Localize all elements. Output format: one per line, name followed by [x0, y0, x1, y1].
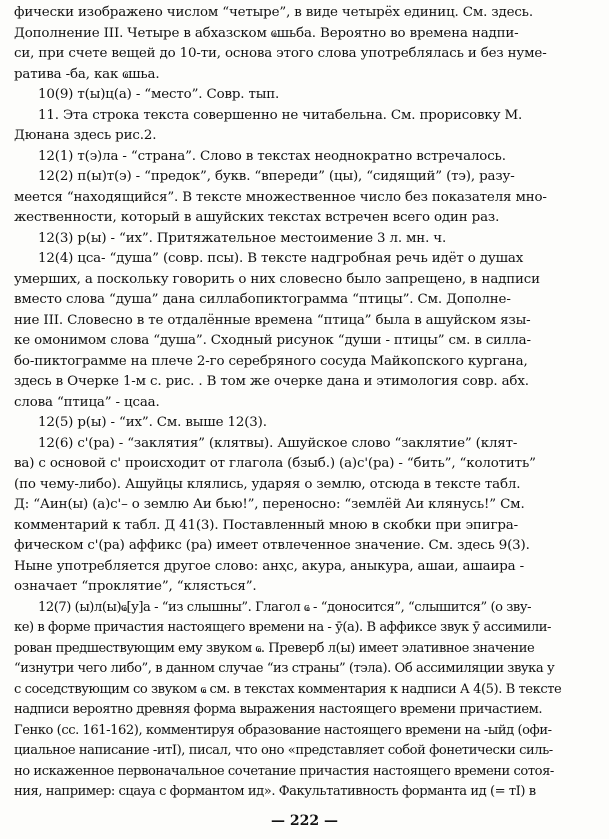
text-line: фически изображено числом “четыре”, в виде четырёх единиц. См. здесь.	[14, 5, 533, 20]
text-line: Дюнана здесь рис.2.	[14, 128, 157, 143]
text-line: 12(3) р(ы) - “их”. Притяжательное местоимение 3 л. мн. ч.	[38, 230, 447, 246]
text-line: 12(4) цса- “душа” (совр. псы). В тексте надгробная речь идёт о душах	[38, 251, 524, 266]
text-line: ратива -ба, как ҩшьа.	[14, 66, 160, 82]
text-line: (по чему-либо). Ашуйцы клялись, ударяя о землю, отсюда в тексте табл.	[14, 476, 521, 492]
text-line: “изнутри чего либо”, в данном случае “из страны” (тэла). Об ассимиляции звука у	[14, 661, 555, 676]
text-line: ния, например: сцауа с формантом ид». Факультативность форманта ид (= тI) в	[14, 784, 536, 799]
text-line: рован предшествующим ему звуком ҩ. Преверб л(ы) имеет элативное значение	[14, 640, 535, 656]
text-line: Д: “Аин(ы) (а)с'– о землю Аи бью!”, переносно: “землёй Аи клянусь!” См.	[14, 497, 525, 512]
text-line: комментарий к табл. Д 41(3). Поставленный мною в скобки при эпигра-	[14, 517, 518, 533]
page-number: — 222 —	[271, 813, 338, 829]
text-line: вместо слова “душа” дана силлабопиктограмма “птицы”. См. Дополне-	[14, 292, 511, 307]
text-line: Генко (сс. 161-162), комментируя образование настоящего времени на -ыйд (офи-	[14, 722, 552, 738]
text-line: ке омонимом слова “душа”. Сходный рисунок “души - птицы” см. в силла-	[14, 333, 531, 348]
text-line: ние III. Словесно в те отдалённые времена “птица” была в ашуйском язы-	[14, 312, 531, 328]
text-line: жественности, который в ашуйских текстах встречен всего один раз.	[14, 210, 500, 225]
text-line: фическом с'(ра) аффикс (ра) имеет отвлеченное значение. См. здесь 9(3).	[14, 538, 530, 553]
text-line: означает “проклятие”, “клясться”.	[14, 579, 257, 594]
text-line: здесь в Очерке 1-м с. рис. . В том же очерке дана и этимология совр. абх.	[14, 374, 529, 389]
text-line: Дополнение III. Четыре в абхазском ҩшьба. Вероятно во времена надпи-	[14, 25, 519, 41]
text-line: ке) в форме причастия настоящего времени на - ӯ(а). В аффиксе звук ӯ ассимили-	[14, 620, 551, 635]
text-line: бо-пиктограмме на плече 2-го серебряного сосуда Майкопского кургана,	[14, 353, 528, 369]
text-line: си, при счете вещей до 10-ти, основа этого слова употреблялась и без нуме-	[14, 46, 547, 61]
text-line: Ныне употребляется другое слово: анҳс, акура, аныкура, ашаи, ашаира -	[14, 558, 524, 574]
text-line: 12(6) с'(ра) - “заклятия” (клятвы). Ашуйское слово “заклятие” (клят-	[38, 435, 518, 451]
text-line: надписи вероятно древняя форма выражения настоящего времени причастием.	[14, 702, 543, 717]
text-line: 10(9) т(ы)ц(а) - “место”. Совр. тып.	[38, 87, 280, 102]
text-line: 11. Эта строка текста совершенно не читабельна. См. прорисовку М.	[38, 107, 523, 123]
text-line: меется “находящийся”. В тексте множественное число без показателя мно-	[14, 189, 547, 205]
text-line: 12(2) п(ы)т(э) - “предок”, букв. “впереди” (цы), “сидящий” (тэ), разу-	[38, 169, 515, 184]
text-line: ва) с основой с' происходит от глагола (бзыб.) (а)с'(ра) - “бить”, “колотить”	[14, 456, 536, 471]
text-line: 12(5) р(ы) - “их”. См. выше 12(3).	[38, 415, 267, 430]
text-line: 12(1) т(э)ла - “страна”. Слово в текстах неоднократно встречалось.	[38, 148, 506, 164]
text-line: циальное написание -итI), писал, что оно «представляет собой фонетически силь-	[14, 743, 553, 758]
text-line: 12(7) (ы)л(ы)ҩ[у]а - “из слышны”. Глагол ҩ - “доносится”, “слышится” (о зву-	[38, 599, 532, 615]
text-line: с соседствующим со звуком ҩ см. в текстах комментария к надписи А 4(5). В тексте	[14, 681, 562, 697]
text-line: но искаженное первоначальное сочетание причастия настоящего времени сотоя-	[14, 763, 554, 779]
text-line: умерших, а поскольку говорить о них словесно было запрещено, в надписи	[14, 271, 540, 287]
text-line: слова “птица” - цсаа.	[14, 394, 160, 410]
